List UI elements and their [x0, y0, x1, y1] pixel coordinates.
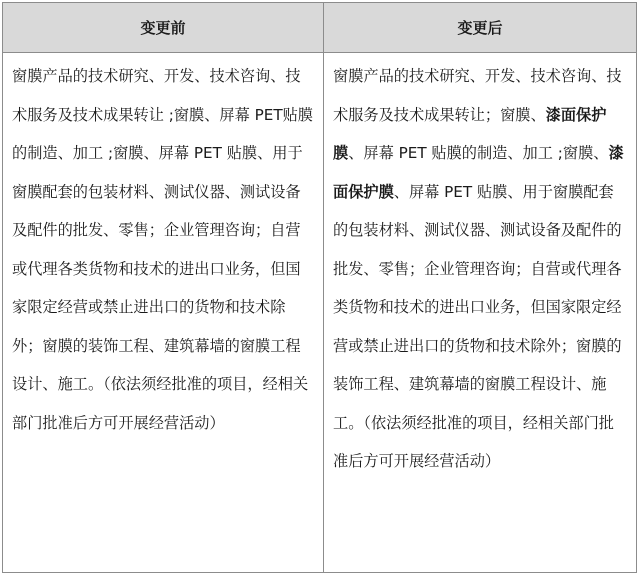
header-row — [3, 3, 637, 53]
after-highlight-2: 漆面保护膜 — [333, 144, 624, 201]
after-cell — [324, 53, 637, 573]
before-cell: 窗膜产品的技术研究、开发、技术咨询、技术服务及技术成果转让 ;窗膜、屏幕 PET贴膜的制造、加工 ;窗膜、屏幕 PET 贴膜、用于窗膜配套的包装材料、测试仪器、测试设备及配件的批发、零售；企业管理咨询；自营或代理各类货物和技术的进出口业务，但国家限定经营或禁止进出口的货物和技术除外；窗膜的装饰工程、建筑幕墙的窗膜工程设计、施工。（依法须经批准的项目，经相关部门批准后方可开展经营活动） — [3, 53, 324, 573]
header-after: 变更后 — [324, 3, 637, 53]
comparison-table — [2, 2, 637, 573]
after-text-part-1: 窗膜产品的技术研究、开发、技术咨询、技术服务及技术成果转让；窗膜、 — [333, 67, 622, 124]
after-highlight-1: 漆面保护膜 — [333, 105, 607, 162]
after-text-part-2: 、屏幕 PET 贴膜的制造、加工 ;窗膜、 — [348, 144, 609, 162]
after-text-part-3: 、屏幕 PET 贴膜、用于窗膜配套的包装材料、测试仪器、测试设备及配件的批发、零售；企业管理咨询；自营或代理各类货物和技术的进出口业务，但国家限定经营或禁止进出口的货物和技术除外；窗膜的装饰工程、建筑幕墙的窗膜工程设计、施工。（依法须经批准的项目，经相关部门批准后方可开展经营活动） — [333, 182, 622, 470]
header-before: 变更前 — [3, 3, 324, 53]
content-row — [3, 53, 637, 573]
